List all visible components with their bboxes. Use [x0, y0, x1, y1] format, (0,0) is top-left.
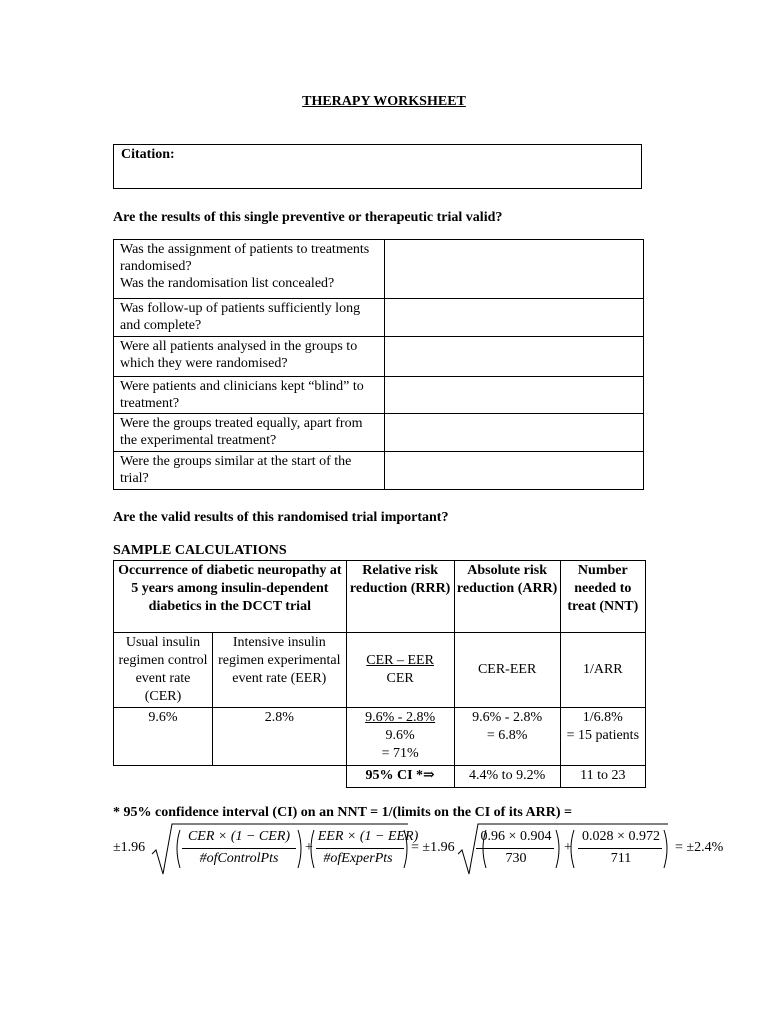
- validity-question-cell: Was the assignment of patients to treatments randomised? Was the randomisation list concealed?: [114, 240, 385, 299]
- arr-calc-line-1: 9.6% - 2.8%: [472, 710, 543, 725]
- table-row: [114, 240, 644, 299]
- numeric-numerator-1: 0.96 × 0.904: [480, 829, 552, 844]
- rrr-formula: [346, 633, 454, 708]
- validity-answer-cell[interactable]: [385, 452, 644, 490]
- arr-calculation: [454, 708, 560, 766]
- validity-question: Are the results of this single preventive or therapeutic trial valid?: [113, 210, 503, 225]
- outcome-header: Occurrence of diabetic neuropathy at 5 years among insulin-dependent diabetics in the DCCT trial: [114, 561, 347, 633]
- table-row: [114, 766, 646, 788]
- citation-label: Citation:: [121, 147, 175, 162]
- fraction-line: [476, 848, 554, 849]
- cer-denominator: #ofControlPts: [199, 851, 279, 866]
- validity-table: [113, 239, 644, 490]
- rrr-formula-numerator: CER – EER: [366, 653, 434, 668]
- ci-label: 95% CI *⇒: [346, 766, 454, 788]
- validity-answer-cell[interactable]: [385, 414, 644, 452]
- nnt-ci-value: 11 to 23: [560, 766, 645, 788]
- citation-box[interactable]: [113, 144, 642, 189]
- arr-header: Absolute risk reduction (ARR): [454, 561, 560, 633]
- table-row: [114, 561, 646, 633]
- validity-answer-cell[interactable]: [385, 240, 644, 299]
- nnt-header: Number needed to treat (NNT): [560, 561, 645, 633]
- plus-sign: +: [564, 840, 572, 855]
- validity-question-cell: Were the groups similar at the start of the trial?: [114, 452, 385, 490]
- plus-sign: +: [305, 840, 313, 855]
- eer-denominator: #ofExperPts: [323, 851, 393, 866]
- validity-answer-cell[interactable]: [385, 377, 644, 414]
- equals-pm-196: = ±1.96: [411, 840, 455, 855]
- ci-note: * 95% confidence interval (CI) on an NNT = 1/(limits on the CI of its ARR) =: [113, 805, 573, 820]
- nnt-formula: 1/ARR: [560, 633, 645, 708]
- fraction-line: [578, 848, 662, 849]
- validity-answer-cell[interactable]: [385, 299, 644, 337]
- nnt-calculation: [560, 708, 645, 766]
- validity-question-cell: Were the groups treated equally, apart from the experimental treatment?: [114, 414, 385, 452]
- rrr-calc-denominator: 9.6%: [385, 728, 415, 743]
- ci-formula: [0, 820, 768, 880]
- rrr-calc-numerator: 9.6% - 2.8%: [365, 710, 436, 725]
- numeric-denominator-1: 730: [505, 851, 527, 866]
- validity-answer-cell[interactable]: [385, 337, 644, 377]
- importance-question: Are the valid results of this randomised trial important?: [113, 510, 449, 525]
- table-row: [114, 452, 644, 490]
- table-row: [114, 377, 644, 414]
- cer-numerator: CER × (1 − CER): [187, 829, 291, 844]
- cer-value: 9.6%: [114, 708, 213, 766]
- numeric-numerator-2: 0.028 × 0.972: [582, 829, 660, 844]
- arr-formula: CER-EER: [454, 633, 560, 708]
- fraction-line: [182, 848, 296, 849]
- arr-ci-value: 4.4% to 9.2%: [454, 766, 560, 788]
- rrr-header: Relative risk reduction (RRR): [346, 561, 454, 633]
- nnt-calc-line-2: = 15 patients: [566, 728, 640, 743]
- eer-numerator: EER × (1 − EER): [317, 829, 419, 844]
- sample-calculations-heading: SAMPLE CALCULATIONS: [113, 543, 287, 558]
- rrr-calc-result: = 71%: [381, 746, 419, 761]
- table-row: [114, 708, 646, 766]
- validity-question-cell: Were patients and clinicians kept “blind” to treatment?: [114, 377, 385, 414]
- eer-value: 2.8%: [213, 708, 347, 766]
- validity-question-cell: Were all patients analysed in the groups to which they were randomised?: [114, 337, 385, 377]
- validity-question-cell: Was follow-up of patients sufficiently long and complete?: [114, 299, 385, 337]
- eer-header: Intensive insulin regimen experimental event rate (EER): [213, 633, 347, 708]
- rrr-formula-denominator: CER: [386, 671, 414, 686]
- formula-result: = ±2.4%: [675, 840, 724, 855]
- table-row: [114, 633, 646, 708]
- table-row: [114, 337, 644, 377]
- empty-cell: [114, 766, 347, 788]
- arr-calc-line-2: = 6.8%: [486, 728, 528, 743]
- fraction-line: [316, 848, 404, 849]
- table-row: [114, 299, 644, 337]
- table-row: [114, 414, 644, 452]
- rrr-calculation: [346, 708, 454, 766]
- nnt-calc-line-1: 1/6.8%: [582, 710, 623, 725]
- page-title: THERAPY WORKSHEET: [302, 94, 466, 109]
- pm-196-left: ±1.96: [113, 840, 146, 855]
- cer-header: Usual insulin regimen control event rate (CER): [114, 633, 213, 708]
- numeric-denominator-2: 711: [610, 851, 632, 866]
- calculation-table: [113, 560, 646, 788]
